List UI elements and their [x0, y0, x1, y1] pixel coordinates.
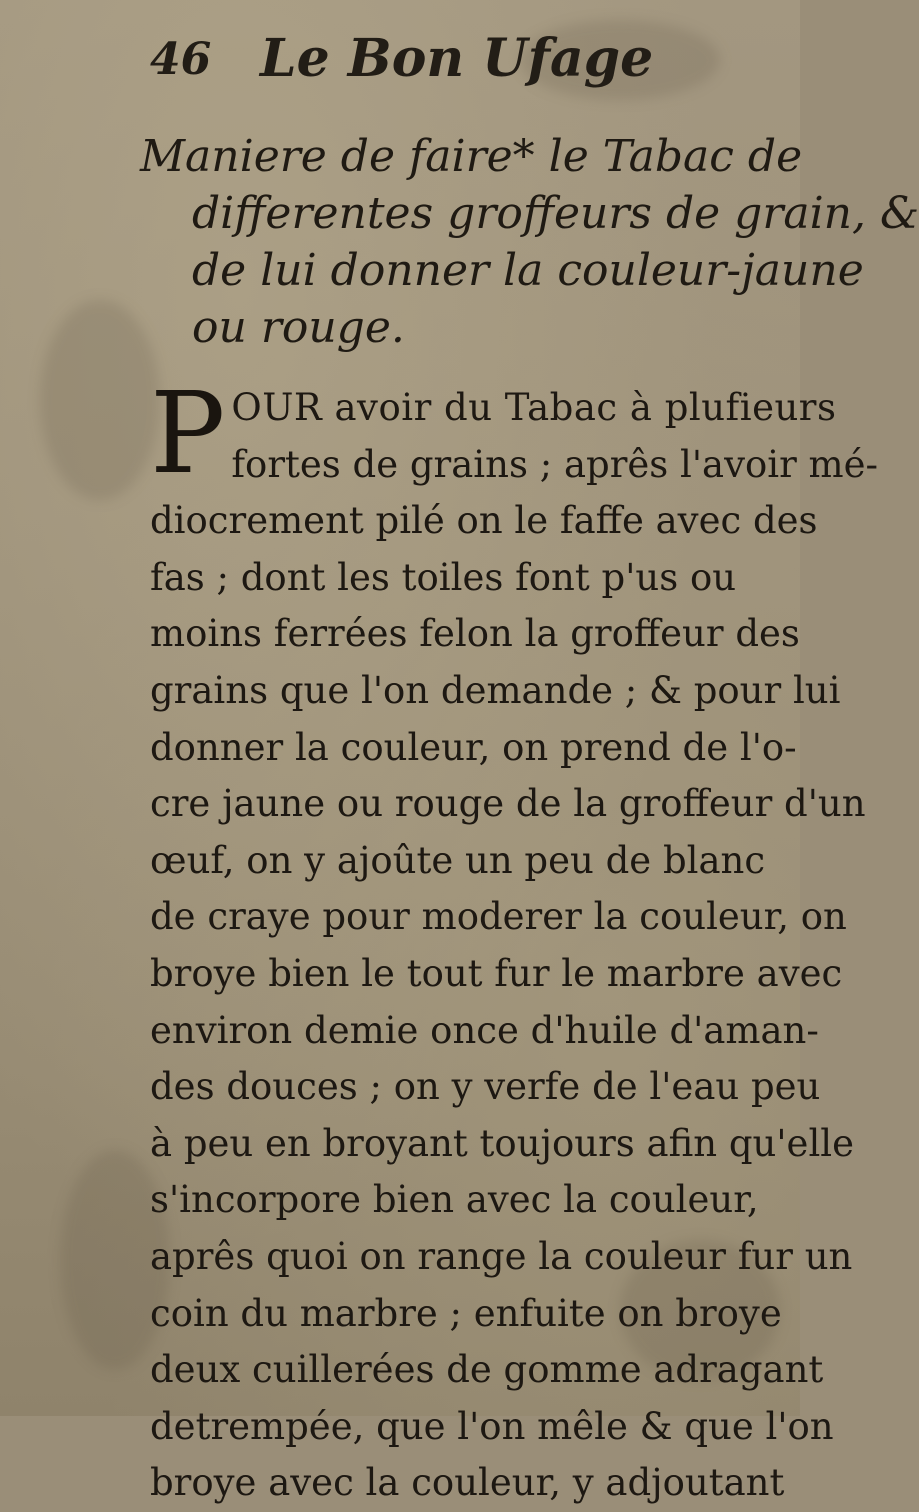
body-paragraph	[150, 369, 879, 1512]
page-number: 46	[150, 34, 212, 85]
text-line: à peu en broyant toujours afin qu'elle	[150, 1121, 855, 1165]
text-line: broye bien le tout fur le marbre avec	[150, 951, 843, 995]
text-line: des douces ; on y verfe de l'eau peu	[150, 1065, 821, 1109]
running-title: Le Bon Ufage	[260, 28, 654, 89]
text-line: moins ferrées felon la groffeur des	[150, 612, 800, 656]
text-line: broye avec la couleur, y adjoutant	[150, 1461, 785, 1505]
text-line: OUR avoir du Tabac à plufieurs	[231, 386, 837, 429]
text-line: diocrement pilé on le faffe avec des	[150, 499, 818, 543]
text-line: fas ; dont les toiles font p'us ou	[150, 555, 737, 599]
text-line: detrempée, que l'on mêle & que l'on	[150, 1404, 834, 1448]
chapter-title-line: Maniere de faire* le Tabac de	[140, 131, 803, 182]
text-line: de craye pour moderer la couleur, on	[150, 895, 847, 939]
text-line: s'incorpore bien avec la couleur,	[150, 1178, 759, 1222]
page-header	[150, 28, 770, 98]
text-line: cre jaune ou rouge de la groffeur d'un	[150, 782, 866, 826]
text-line: grains que l'on demande ; & pour lui	[150, 668, 841, 712]
text-line: fortes de grains ; aprês l'avoir mé-	[231, 442, 879, 486]
drop-cap: P	[150, 369, 226, 499]
chapter-title-line: differentes groffeurs de grain, &	[192, 188, 919, 239]
text-line: coin du marbre ; enfuite on broye	[150, 1291, 782, 1335]
text-line: deux cuillerées de gomme adragant	[150, 1348, 824, 1392]
chapter-title	[140, 128, 919, 356]
chapter-title-line: ou rouge.	[192, 302, 405, 353]
text-line: environ demie once d'huile d'aman-	[150, 1008, 819, 1052]
text-line: œuf, on y ajoûte un peu de blanc	[150, 838, 766, 882]
text-line: aprês quoi on range la couleur fur un	[150, 1234, 853, 1278]
chapter-title-line: de lui donner la couleur-jaune	[192, 245, 864, 296]
text-line: donner la couleur, on prend de l'o-	[150, 725, 797, 769]
